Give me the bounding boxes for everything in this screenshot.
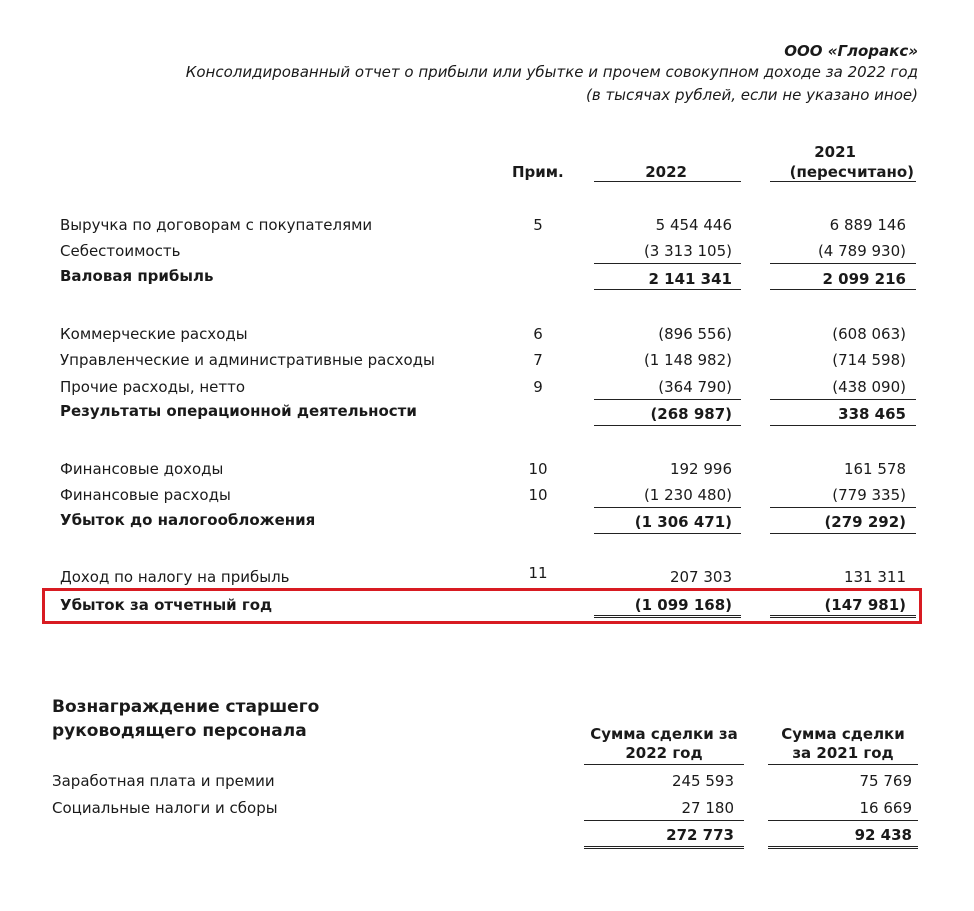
note-ref: 5 [533,216,543,234]
grand-total-rule [768,846,918,849]
note-ref: 9 [533,378,543,396]
value-2022: 2 141 341 [648,270,732,288]
value-2022: 192 996 [669,460,732,478]
value-2021: (779 335) [832,486,906,504]
total-rule [594,289,741,290]
value-2021: 6 889 146 [829,216,906,234]
value-2022: (364 790) [658,378,732,396]
total-rule [770,533,916,534]
header-rule-2021 [770,181,916,182]
section-title: руководящего персонала [52,721,307,741]
note-ref: 10 [528,460,548,478]
value-2021: (608 063) [832,325,906,343]
comp-value-2022: 245 593 [671,772,734,790]
company-name: ООО «Глоракс» [784,42,918,60]
row-label: Убыток за отчетный год [60,596,273,614]
comp-total-2021: 92 438 [854,826,912,844]
comp-col-2022-header: 2022 год [625,744,703,762]
value-2021: (147 981) [824,596,906,614]
note-ref: 7 [533,351,543,369]
row-label: Себестоимость [60,242,181,260]
comp-col-2022-header: Сумма сделки за [590,725,738,743]
value-2022: (1 099 168) [634,596,732,614]
value-2021: 131 311 [843,568,906,586]
note-ref: 6 [533,325,543,343]
value-2021: 338 465 [838,405,906,423]
header-rule-2022 [594,181,741,182]
units-note: (в тысячах рублей, если не указано иное) [585,86,918,104]
comp-value-2022: 27 180 [681,799,734,817]
subtotal-rule [770,263,916,264]
row-label: Финансовые расходы [60,486,231,504]
value-2022: (268 987) [650,405,732,423]
row-label: Результаты операционной деятельности [60,402,417,420]
note-ref: 11 [528,564,548,582]
subtotal-rule [768,820,918,821]
grand-total-rule [584,846,744,849]
value-2022: (896 556) [658,325,732,343]
row-label: Валовая прибыль [60,267,214,285]
row-label: Выручка по договорам с покупателями [60,216,373,234]
total-rule [770,289,916,290]
row-label: Убыток до налогообложения [60,511,316,529]
comp-row-label: Заработная плата и премии [52,772,275,790]
year-2021-header: 2021 [814,143,856,161]
subtotal-rule [584,820,744,821]
subtotal-rule [594,507,741,508]
section-title: Вознаграждение старшего [52,697,320,717]
comp-total-2022: 272 773 [666,826,734,844]
comp-row-label: Социальные налоги и сборы [52,799,278,817]
subtotal-rule [594,399,741,400]
subtotal-rule [770,399,916,400]
value-2021: 2 099 216 [822,270,906,288]
subtotal-rule [594,263,741,264]
comp-col-2021-header: Сумма сделки [781,725,905,743]
comp-value-2021: 75 769 [859,772,912,790]
row-label: Управленческие и административные расходы [60,351,435,369]
value-2022: (1 306 471) [634,513,732,531]
header-rule [768,764,918,765]
total-rule [594,533,741,534]
row-label: Финансовые доходы [60,460,224,478]
value-2021: (279 292) [824,513,906,531]
value-2022: (3 313 105) [643,242,732,260]
highlight-box [42,588,922,624]
total-rule [594,425,741,426]
header-rule [584,764,744,765]
note-column-header: Прим. [512,163,564,181]
row-label: Доход по налогу на прибыль [60,568,290,586]
value-2021: (438 090) [832,378,906,396]
comp-value-2021: 16 669 [859,799,912,817]
value-2021: (714 598) [832,351,906,369]
note-ref: 10 [528,486,548,504]
value-2021: 161 578 [843,460,906,478]
subtotal-rule [770,507,916,508]
value-2022: 5 454 446 [655,216,732,234]
row-label: Коммерческие расходы [60,325,248,343]
value-2022: (1 148 982) [643,351,732,369]
row-label: Прочие расходы, нетто [60,378,246,396]
value-2022: 207 303 [669,568,732,586]
year-2022-header: 2022 [645,163,687,181]
report-title: Консолидированный отчет о прибыли или убытке и прочем совокупном доходе за 2022 год [185,63,918,81]
value-2021: (4 789 930) [817,242,906,260]
restated-label: (пересчитано) [789,163,914,181]
comp-col-2021-header: за 2021 год [792,744,894,762]
value-2022: (1 230 480) [643,486,732,504]
total-rule [770,425,916,426]
